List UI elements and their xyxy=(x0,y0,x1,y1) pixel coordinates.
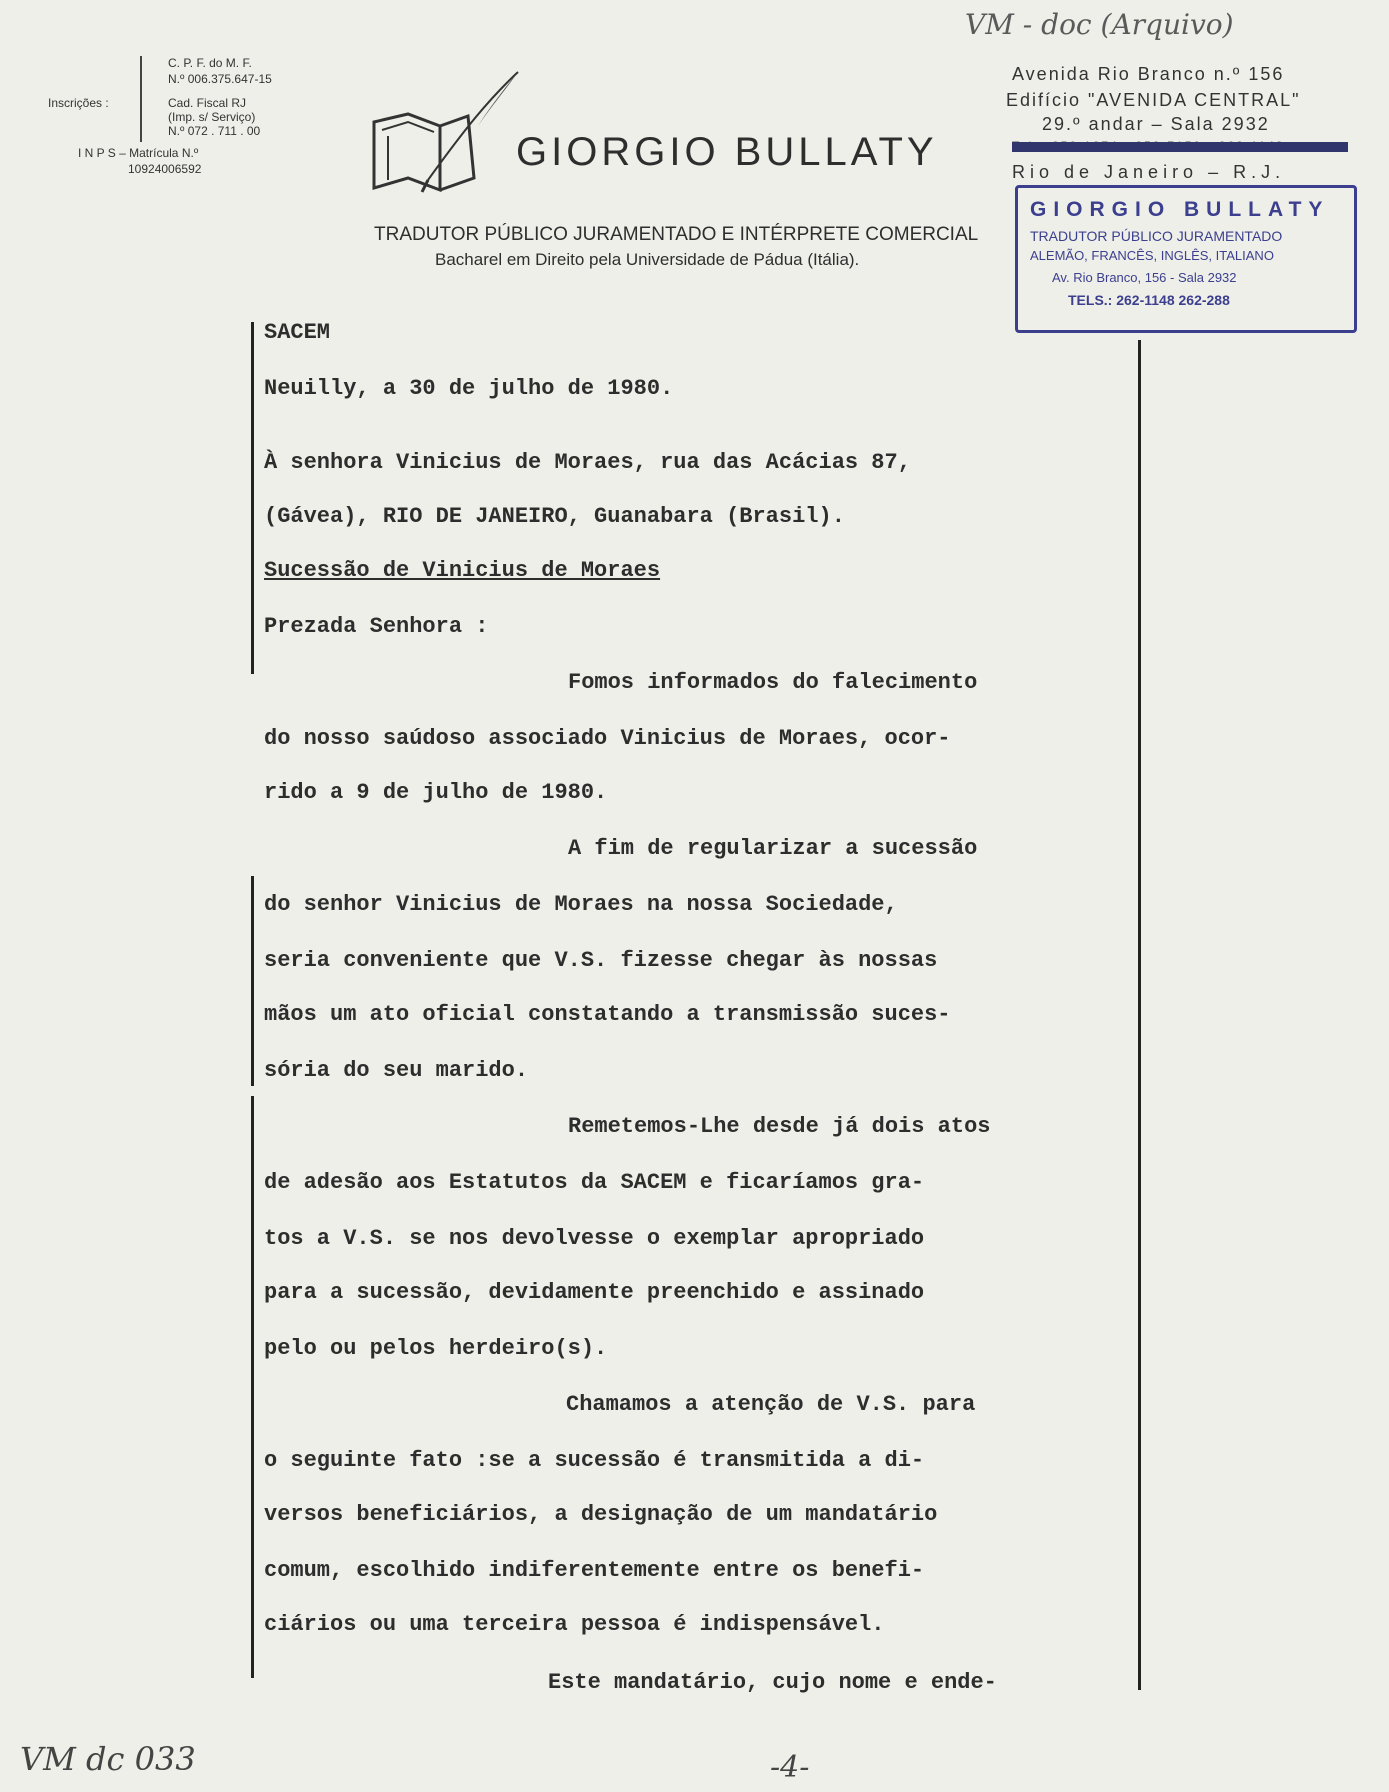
letter-line-10: A fim de regularizar a sucessão xyxy=(568,836,978,861)
letter-line-01: SACEM xyxy=(264,320,331,345)
right-margin-line xyxy=(1138,340,1141,1690)
cad-title: Cad. Fiscal RJ xyxy=(168,96,247,110)
letter-line-18: para a sucessão, devidamente preenchido e assinado xyxy=(264,1280,925,1305)
page-number: -4- xyxy=(770,1750,810,1785)
letter-line-22: versos beneficiários, a designação de um mandatário xyxy=(264,1502,938,1527)
letter-line-17: tos a V.S. se nos devolvesse o exemplar apropriado xyxy=(264,1226,925,1251)
left-margin-line-1 xyxy=(251,322,254,674)
address-line-1: Avenida Rio Branco n.º 156 xyxy=(1012,64,1285,84)
letter-line-04: (Gávea), RIO DE JANEIRO, Guanabara (Brasil). xyxy=(264,504,845,529)
cad-subtitle: (Imp. s/ Serviço) xyxy=(168,110,256,124)
stamp-name: GIORGIO BULLATY xyxy=(1030,198,1330,221)
letter-line-20: Chamamos a atenção de V.S. para xyxy=(566,1392,976,1417)
left-margin-line-2 xyxy=(251,876,254,1086)
letter-line-07: Fomos informados do falecimento xyxy=(568,670,978,695)
letter-line-08: do nosso saúdoso associado Vinicius de Moraes, ocor- xyxy=(264,726,951,751)
letter-line-23: comum, escolhido indiferentemente entre os benefi- xyxy=(264,1558,925,1583)
letter-line-21: o seguinte fato :se a sucessão é transmitida a di- xyxy=(264,1448,925,1473)
translator-name: GIORGIO BULLATY xyxy=(516,130,938,174)
stamp-languages: ALEMÃO, FRANCÊS, INGLÊS, ITALIANO xyxy=(1030,248,1274,263)
letter-salutation: Prezada Senhora : xyxy=(264,614,489,639)
letter-line-11: do senhor Vinicius de Moraes na nossa Sociedade, xyxy=(264,892,898,917)
letter-line-19: pelo ou pelos herdeiro(s). xyxy=(264,1336,608,1361)
letter-line-02: Neuilly, a 30 de julho de 1980. xyxy=(264,376,674,401)
letter-line-09: rido a 9 de julho de 1980. xyxy=(264,780,608,805)
letter-subject: Sucessão de Vinicius de Moraes xyxy=(264,558,661,583)
letter-line-24: ciários ou uma terceira pessoa é indispensável. xyxy=(264,1612,885,1637)
cpf-number: N.º 006.375.647-15 xyxy=(168,72,272,86)
handwritten-archive-note: VM - doc (Arquivo) xyxy=(965,8,1234,41)
translator-degree: Bacharel em Direito pela Universidade de Pádua (Itália). xyxy=(435,250,860,269)
archive-code: VM dc 033 xyxy=(20,1740,196,1778)
registrations-label: Inscrições : xyxy=(48,96,109,110)
registrations-brace xyxy=(140,56,142,142)
inps-number: 10924006592 xyxy=(128,162,202,176)
stamp-address: Av. Rio Branco, 156 - Sala 2932 xyxy=(1052,270,1237,285)
cad-number: N.º 072 . 711 . 00 xyxy=(168,124,261,138)
inps-title: I N P S – Matrícula N.º xyxy=(78,146,199,160)
letter-line-03: À senhora Vinicius de Moraes, rua das Acácias 87, xyxy=(264,450,911,475)
letter-line-15: Remetemos-Lhe desde já dois atos xyxy=(568,1114,991,1139)
address-line-2: Edifício "AVENIDA CENTRAL" xyxy=(1006,90,1301,110)
translator-subtitle: TRADUTOR PÚBLICO JURAMENTADO E INTÉRPRETE COMERCIAL xyxy=(374,224,979,245)
stamp-phones: TELS.: 262-1148 262-288 xyxy=(1068,292,1230,308)
address-line-5: Rio de Janeiro – R.J. xyxy=(1012,162,1286,182)
letter-line-16: de adesão aos Estatutos da SACEM e ficaríamos gra- xyxy=(264,1170,925,1195)
letter-line-25: Este mandatário, cujo nome e ende- xyxy=(548,1670,997,1695)
letter-line-14: sória do seu marido. xyxy=(264,1058,529,1083)
strikeout-bar xyxy=(1012,142,1348,152)
letter-line-13: mãos um ato oficial constatando a transmissão suces- xyxy=(264,1002,951,1027)
address-line-3: 29.º andar – Sala 2932 xyxy=(1042,114,1270,134)
book-quill-logo-icon xyxy=(368,70,528,200)
letter-line-12: seria conveniente que V.S. fizesse chegar às nossas xyxy=(264,948,938,973)
left-margin-line-3 xyxy=(251,1096,254,1678)
translator-stamp xyxy=(1015,185,1357,333)
cpf-title: C. P. F. do M. F. xyxy=(168,56,252,70)
stamp-title: TRADUTOR PÚBLICO JURAMENTADO xyxy=(1030,228,1283,244)
